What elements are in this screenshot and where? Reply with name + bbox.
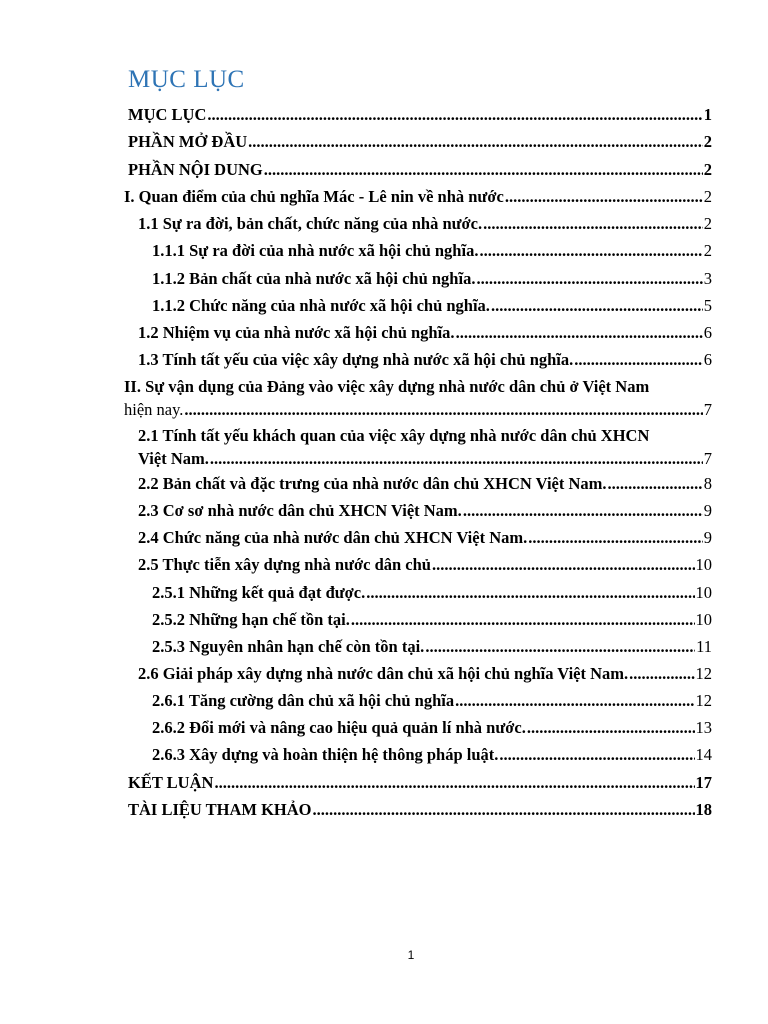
toc-entry-title: PHẦN NỘI DUNG — [128, 160, 263, 179]
toc-entry[interactable] — [138, 500, 712, 521]
toc-leader — [456, 322, 703, 343]
toc-entry[interactable] — [128, 799, 712, 820]
toc-leader — [210, 448, 703, 469]
toc-entry-page: 11 — [696, 637, 712, 656]
toc-entry[interactable] — [152, 690, 712, 711]
toc-entry[interactable] — [128, 104, 712, 125]
toc-entry-title-line1: 2.1 Tính tất yếu khách quan của việc xây dựng nhà nước dân chủ XHCN — [138, 426, 650, 445]
toc-entry[interactable] — [138, 425, 712, 469]
toc-leader — [463, 500, 703, 521]
toc-entry[interactable] — [124, 376, 712, 420]
toc-entry[interactable] — [152, 744, 712, 765]
toc-leader — [366, 582, 694, 603]
toc-entry[interactable] — [152, 240, 712, 261]
toc-leader — [207, 104, 702, 125]
toc-leader — [528, 527, 703, 548]
toc-entry-page: 13 — [695, 718, 712, 737]
toc-entry-title: MỤC LỤC — [128, 105, 207, 124]
toc-entry-page: 6 — [703, 323, 712, 342]
toc-entry-title: 1.3 Tính tất yếu của việc xây dựng nhà nước xã hội chủ nghĩa. — [138, 350, 574, 369]
toc-entry-page: 8 — [703, 474, 712, 493]
toc-entry-title: 2.4 Chức năng của nhà nước dân chủ XHCN Việt Nam. — [138, 528, 528, 547]
toc-entry-title: PHẦN MỞ ĐẦU — [128, 132, 248, 151]
toc-entry[interactable] — [138, 349, 712, 370]
toc-entry[interactable] — [138, 213, 712, 234]
toc-entry-title: 2.2 Bản chất và đặc trưng của nhà nước dân chủ XHCN Việt Nam. — [138, 474, 607, 493]
toc-entry[interactable] — [152, 295, 712, 316]
toc-entry-page: 2 — [703, 214, 712, 233]
toc-leader — [313, 799, 695, 820]
toc-entry[interactable] — [152, 582, 712, 603]
toc-leader — [351, 609, 695, 630]
toc-entry-page: 2 — [703, 241, 712, 260]
page-number: 1 — [407, 948, 415, 962]
toc-entry[interactable] — [152, 268, 712, 289]
toc-entry-title: 1.1 Sự ra đời, bản chất, chức năng của nhà nước. — [138, 214, 483, 233]
toc-leader — [476, 268, 702, 289]
toc-leader — [264, 159, 703, 180]
toc-leader — [248, 131, 703, 152]
toc-entry[interactable] — [138, 527, 712, 548]
toc-entry-page: 1 — [703, 105, 712, 124]
toc-entry-title: I. Quan điểm của chủ nghĩa Mác - Lê nin về nhà nước — [124, 187, 504, 206]
toc-entry-page: 10 — [695, 555, 712, 574]
toc-entry-page: 5 — [703, 296, 712, 315]
toc-entry-title: 2.6 Giải pháp xây dựng nhà nước dân chủ xã hội chủ nghĩa Việt Nam. — [138, 664, 629, 683]
toc-entry-title: 2.5.1 Những kết quả đạt được. — [152, 583, 366, 602]
toc-entry-title: 2.5.2 Những hạn chế tồn tại. — [152, 610, 350, 629]
toc-entry-page: 9 — [703, 501, 712, 520]
toc-leader — [527, 717, 695, 738]
toc-leader — [505, 186, 703, 207]
toc-leader — [499, 744, 694, 765]
toc-entry-title: KẾT LUẬN — [128, 773, 214, 792]
toc-entry[interactable] — [138, 473, 712, 494]
toc-leader — [608, 473, 703, 494]
toc-entry[interactable] — [124, 186, 712, 207]
toc-leader — [479, 240, 702, 261]
toc-entry-title-line1: II. Sự vận dụng của Đảng vào việc xây dựng nhà nước dân chủ ở Việt Nam — [124, 377, 650, 396]
toc-entry-page: 18 — [695, 800, 712, 819]
toc-entry-page: 2 — [703, 187, 712, 206]
toc-leader — [425, 636, 695, 657]
toc-entry[interactable] — [128, 772, 712, 793]
toc-entry-title: 1.1.1 Sự ra đời của nhà nước xã hội chủ nghĩa. — [152, 241, 479, 260]
toc-entry[interactable] — [128, 131, 712, 152]
toc-entry[interactable] — [152, 717, 712, 738]
toc-entry-title: 2.5.3 Nguyên nhân hạn chế còn tồn tại. — [152, 637, 425, 656]
toc-entry-title-line2: hiện nay. — [124, 400, 184, 419]
toc-leader — [214, 772, 694, 793]
toc-entry-page: 14 — [695, 745, 712, 764]
toc-leader — [455, 690, 694, 711]
toc-entry-title: 1.1.2 Chức năng của nhà nước xã hội chủ nghĩa. — [152, 296, 490, 315]
toc-entry[interactable] — [138, 554, 712, 575]
toc-entry-page: 7 — [703, 449, 712, 468]
toc-entry-page: 10 — [695, 583, 712, 602]
toc-entry-page: 12 — [695, 664, 712, 683]
toc-entry[interactable] — [152, 636, 712, 657]
toc-entry[interactable] — [138, 663, 712, 684]
toc-entry-page: 9 — [703, 528, 712, 547]
toc-leader — [491, 295, 703, 316]
toc-entry-title: 2.6.1 Tăng cường dân chủ xã hội chủ nghĩa — [152, 691, 455, 710]
toc-leader — [184, 399, 702, 420]
toc-entry-page: 2 — [703, 132, 712, 151]
toc-entry-page: 12 — [695, 691, 712, 710]
toc-entry-page: 7 — [703, 400, 712, 419]
toc-entry-title-line2: Việt Nam. — [138, 449, 209, 468]
toc-entry-page: 17 — [695, 773, 712, 792]
toc-entry-title: 2.3 Cơ sơ nhà nước dân chủ XHCN Việt Nam. — [138, 501, 462, 520]
toc-entry-page: 10 — [695, 610, 712, 629]
toc-entry[interactable] — [138, 322, 712, 343]
toc-entry-title: 2.6.3 Xây dựng và hoàn thiện hệ thông pháp luật. — [152, 745, 499, 764]
toc-leader — [574, 349, 702, 370]
toc-leader — [483, 213, 703, 234]
toc-entry[interactable] — [152, 609, 712, 630]
toc-entry-title: 1.1.2 Bản chất của nhà nước xã hội chủ nghĩa. — [152, 269, 476, 288]
toc-entry-title: 2.5 Thực tiễn xây dựng nhà nước dân chủ — [138, 555, 431, 574]
toc-heading: MỤC LỤC — [128, 66, 245, 93]
toc-entry-title: 1.2 Nhiệm vụ của nhà nước xã hội chủ nghĩa. — [138, 323, 455, 342]
toc-entry[interactable] — [128, 159, 712, 180]
toc-leader — [432, 554, 695, 575]
toc-entry-title: TÀI LIỆU THAM KHẢO — [128, 800, 312, 819]
toc-entry-title: 2.6.2 Đổi mới và nâng cao hiệu quả quản lí nhà nước. — [152, 718, 526, 737]
toc-entry-page: 3 — [703, 269, 712, 288]
toc-entry-page: 2 — [703, 160, 712, 179]
toc-leader — [629, 663, 694, 684]
toc-entry-page: 6 — [703, 350, 712, 369]
